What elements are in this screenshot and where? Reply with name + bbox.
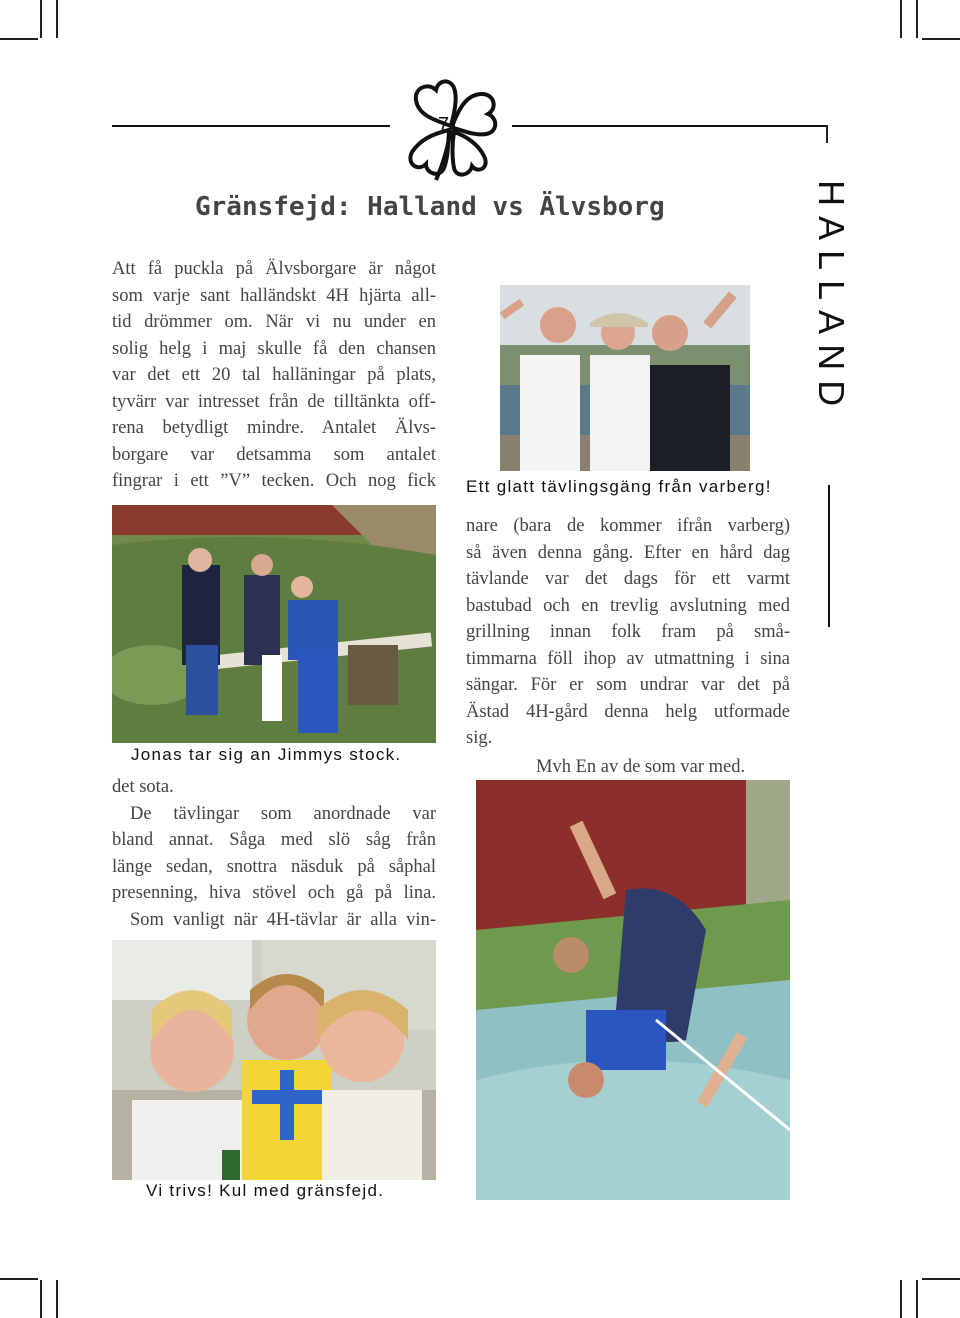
intro-paragraph — [112, 256, 436, 495]
text-line: Ästad 4H-gård denna helg utformade — [466, 701, 790, 722]
text-line: De tävlingar som anordnade var — [130, 803, 436, 824]
text-line: grillning innan folk fram på små- — [466, 622, 790, 642]
side-label: HALLAND — [811, 180, 852, 417]
crop-mark — [56, 0, 58, 38]
crop-mark — [900, 1280, 902, 1318]
crop-mark — [922, 38, 960, 40]
crop-mark — [916, 1280, 918, 1318]
body-paragraph-left — [112, 774, 436, 933]
crop-mark — [56, 1280, 58, 1318]
text-line: var det ett 20 tal halläningar på plats, — [112, 365, 436, 385]
page-number: 7 — [438, 114, 450, 136]
photo-group-smiling — [112, 940, 436, 1180]
text-line: tid drömmer om. När vi nu under en — [112, 312, 436, 332]
text-line: länge sedan, snottra näsduk på såphal — [112, 856, 436, 877]
side-rule — [828, 485, 830, 627]
photo-tarp-slide — [476, 780, 790, 1200]
caption-group-smiling: Vi trivs! Kul med gränsfejd. — [146, 1181, 385, 1200]
signature: Mvh En av de som var med. — [536, 757, 746, 777]
text-line: tävlande var det dags för ett varmt — [466, 569, 790, 589]
crop-mark — [922, 1278, 960, 1280]
text-line: så även denna gång. Efter en hård dag — [466, 542, 790, 563]
side-label-block — [810, 180, 850, 460]
crop-mark — [40, 0, 42, 38]
crop-mark — [0, 38, 38, 40]
text-line: sängar. För er som undrar var det på — [466, 675, 790, 695]
text-line: solig helg i maj skulle få den chansen — [112, 338, 436, 359]
crop-mark — [40, 1280, 42, 1318]
text-line: timmarna föll ihop av utmattning i sina — [466, 648, 790, 669]
text-line: Som vanligt när 4H-tävlar är alla vin- — [130, 909, 436, 930]
photo-sawing — [112, 505, 436, 743]
text-line: sig. — [466, 728, 493, 748]
caption-sawing: Jonas tar sig an Jimmys stock. — [131, 745, 402, 764]
text-line: som varje sant halländskt 4H hjärta all- — [112, 285, 436, 306]
text-line: rena betydligt mindre. Antalet Älvs- — [112, 418, 436, 438]
text-line: Att få puckla på Älvsborgare är något — [112, 259, 436, 279]
text-line: bland annat. Såga med slö såg från — [112, 830, 436, 850]
text-line: fingrar i ett ”V” tecken. Och nog fick — [112, 471, 436, 491]
header-rule-left — [112, 125, 390, 127]
text-line: det sota. — [112, 777, 174, 797]
header-rule-right — [512, 125, 828, 127]
text-line: borgare var detsamma som antalet — [112, 444, 436, 465]
text-line: nare (bara de kommer ifrån varberg) — [466, 516, 790, 536]
text-line: bastubad och en trevlig avslutning med — [466, 595, 790, 616]
text-line: presenning, hiva stövel och gå på lina. — [112, 883, 436, 903]
crop-mark — [0, 1278, 38, 1280]
text-line: tyvärr var intresset från de tilltänkta off- — [112, 391, 436, 412]
page-title: Gränsfejd: Halland vs Älvsborg — [195, 192, 665, 222]
four-leaf-clover-icon — [396, 74, 506, 184]
crop-mark — [900, 0, 902, 38]
crop-mark — [916, 0, 918, 38]
body-paragraph-right — [466, 513, 790, 752]
photo-vikings — [500, 285, 750, 471]
header-rule-end — [826, 125, 828, 143]
caption-vikings: Ett glatt tävlingsgäng från varberg! — [466, 477, 772, 496]
